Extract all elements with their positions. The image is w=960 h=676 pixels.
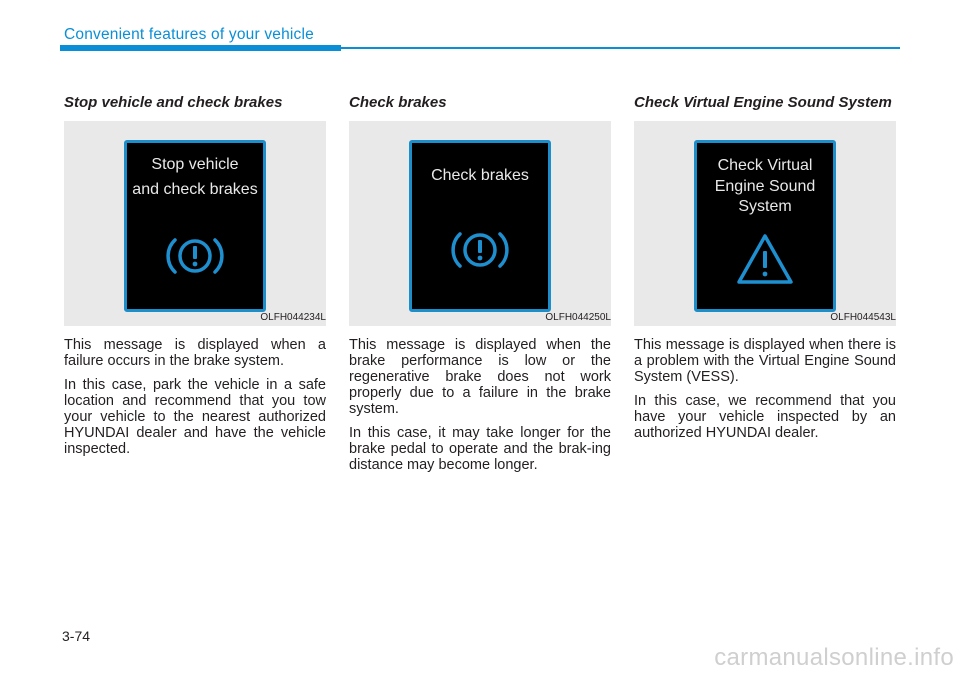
brake-warning-icon <box>165 231 225 281</box>
paragraph: This message is displayed when a failure occurs in the brake system. <box>64 337 326 369</box>
watermark: carmanualsonline.info <box>714 644 954 671</box>
figure-code: OLFH044543L <box>830 312 896 323</box>
warning-triangle-icon <box>735 232 795 286</box>
paragraph: This message is displayed when there is a problem with the Virtual Engine Sound System (VESS). <box>634 337 896 385</box>
cluster-figure <box>64 121 326 326</box>
display-line: and check brakes <box>132 181 258 198</box>
section-body <box>634 337 896 441</box>
cluster-display <box>409 140 551 312</box>
paragraph: In this case, it may take longer for the brake pedal to operate and the brak-ing distance may become longer. <box>349 425 611 473</box>
display-line: System <box>738 198 792 215</box>
page-number: 3-74 <box>62 628 91 644</box>
section-check-brakes <box>349 94 611 481</box>
header-rule-thin <box>341 47 900 49</box>
section-title: Check Virtual Engine Sound System <box>634 94 892 111</box>
cluster-figure <box>349 121 611 326</box>
paragraph: In this case, we recommend that you have your vehicle inspected by an authorized HYUNDAI dealer. <box>634 393 896 441</box>
section-stop-vehicle <box>64 94 326 465</box>
section-title: Stop vehicle and check brakes <box>64 94 283 111</box>
cluster-figure <box>634 121 896 326</box>
figure-code: OLFH044234L <box>260 312 326 323</box>
paragraph: In this case, park the vehicle in a safe location and recommend that you tow your vehicle to the nearest authorized HYUNDAI dealer and have the vehicle inspected. <box>64 377 326 457</box>
section-body <box>64 337 326 457</box>
section-title: Check brakes <box>349 94 447 111</box>
section-body <box>349 337 611 473</box>
display-line: Engine Sound <box>714 177 816 195</box>
display-line: Check Virtual <box>717 157 813 174</box>
display-line: Stop vehicle <box>151 156 239 173</box>
figure-code: OLFH044250L <box>545 312 611 323</box>
section-header-title: Convenient features of your vehicle <box>64 26 314 43</box>
paragraph: This message is displayed when the brake performance is low or the regenerative brake does not work properly due to a failure in the brake system. <box>349 337 611 417</box>
cluster-display <box>124 140 266 312</box>
header-rule-thick <box>60 45 341 51</box>
display-line: Check brakes <box>431 167 529 184</box>
brake-warning-icon <box>450 225 510 275</box>
cluster-display <box>694 140 836 312</box>
section-check-vess <box>634 94 896 449</box>
